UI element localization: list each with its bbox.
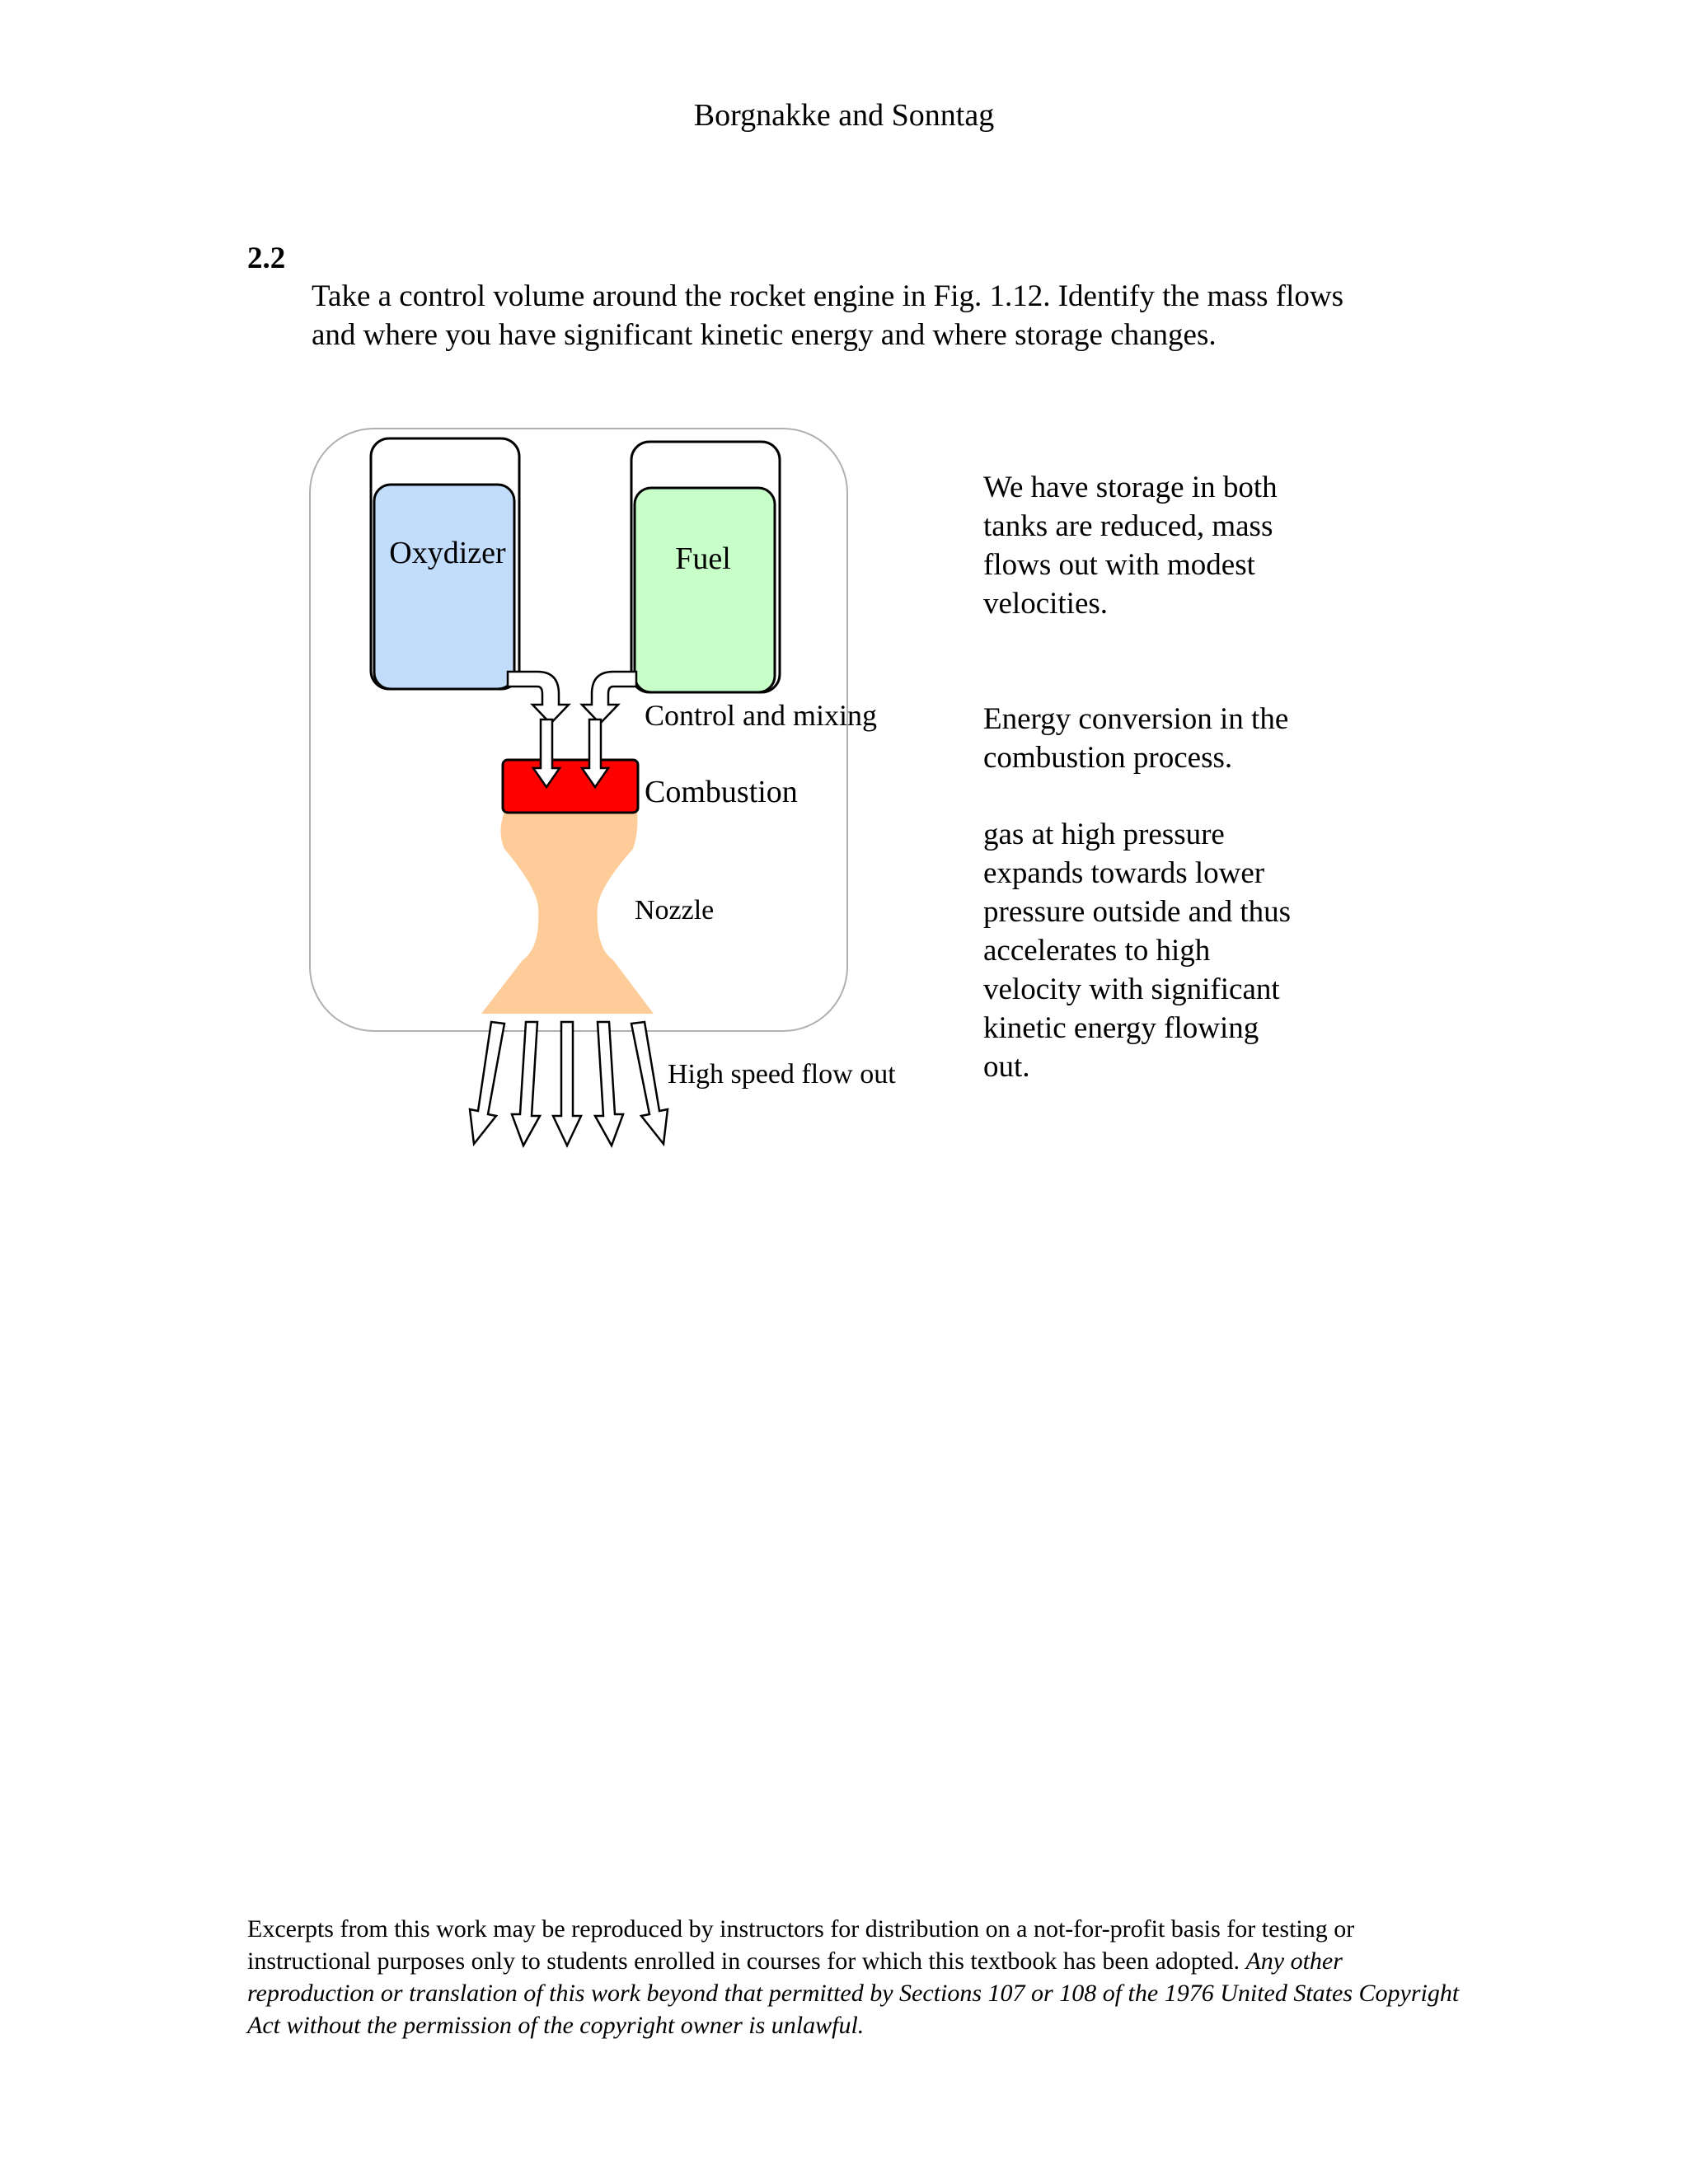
outflow-arrow-5 bbox=[631, 1022, 668, 1144]
note-line: kinetic energy flowing bbox=[983, 1011, 1259, 1045]
oxidizer-tank bbox=[374, 485, 514, 689]
footer-warning: Any other reproduction or translation of this work beyond that permitted by Sections 107 or 108 of the 1976 United States Copyright Act without the permission of the copyright owner is unlawful. bbox=[247, 1947, 1460, 2039]
fuel-feed-arrow bbox=[582, 672, 636, 724]
note-line: gas at high pressure bbox=[983, 818, 1225, 851]
problem-number: 2.2 bbox=[247, 241, 286, 275]
footer-notice: Excerpts from this work may be reproduced by instructors for distribution on a not-for-profit basis for testing or instructional purposes only to students enrolled in courses for which this textbook has been adopted. bbox=[247, 1915, 1355, 1975]
note-line: accelerates to high bbox=[983, 934, 1211, 968]
fuel-tank bbox=[635, 488, 775, 692]
oxidizer-label: Oxydizer bbox=[389, 536, 506, 570]
nozzle-label: Nozzle bbox=[635, 895, 715, 926]
outflow-arrows bbox=[470, 1022, 668, 1146]
nozzle bbox=[481, 812, 654, 1014]
outflow-arrow-4 bbox=[595, 1022, 623, 1146]
note-line: Energy conversion in the bbox=[983, 702, 1289, 736]
note-line: velocity with significant bbox=[983, 972, 1280, 1006]
outflow-arrow-2 bbox=[512, 1022, 540, 1146]
note-line: pressure outside and thus bbox=[983, 895, 1292, 929]
outflow-arrow-1 bbox=[470, 1022, 504, 1144]
note-nozzle bbox=[983, 815, 1371, 1086]
combustion-label: Combustion bbox=[645, 775, 798, 809]
combustion-chamber bbox=[503, 760, 638, 813]
outflow-label: High speed flow out bbox=[668, 1059, 896, 1090]
outflow-arrow-3 bbox=[553, 1022, 581, 1146]
oxidizer-feed-arrow bbox=[508, 672, 569, 724]
note-line: We have storage in both bbox=[983, 471, 1278, 504]
note-line: combustion process. bbox=[983, 741, 1233, 775]
note-line: flows out with modest bbox=[983, 548, 1255, 582]
note-line: out. bbox=[983, 1050, 1030, 1084]
note-combustion bbox=[983, 700, 1371, 777]
copyright-footer bbox=[247, 1913, 1467, 2041]
fuel-label: Fuel bbox=[675, 541, 731, 576]
note-line: tanks are reduced, mass bbox=[983, 509, 1273, 543]
note-line: expands towards lower bbox=[983, 856, 1265, 890]
problem-text-line-1: Take a control volume around the rocket engine in Fig. 1.12. Identify the mass flows bbox=[312, 279, 1344, 313]
note-storage bbox=[983, 468, 1371, 623]
page-header: Borgnakke and Sonntag bbox=[693, 98, 995, 133]
control-mixing-label: Control and mixing bbox=[645, 699, 877, 732]
problem-text-line-2: and where you have significant kinetic energy and where storage changes. bbox=[312, 318, 1217, 352]
note-line: velocities. bbox=[983, 587, 1109, 621]
